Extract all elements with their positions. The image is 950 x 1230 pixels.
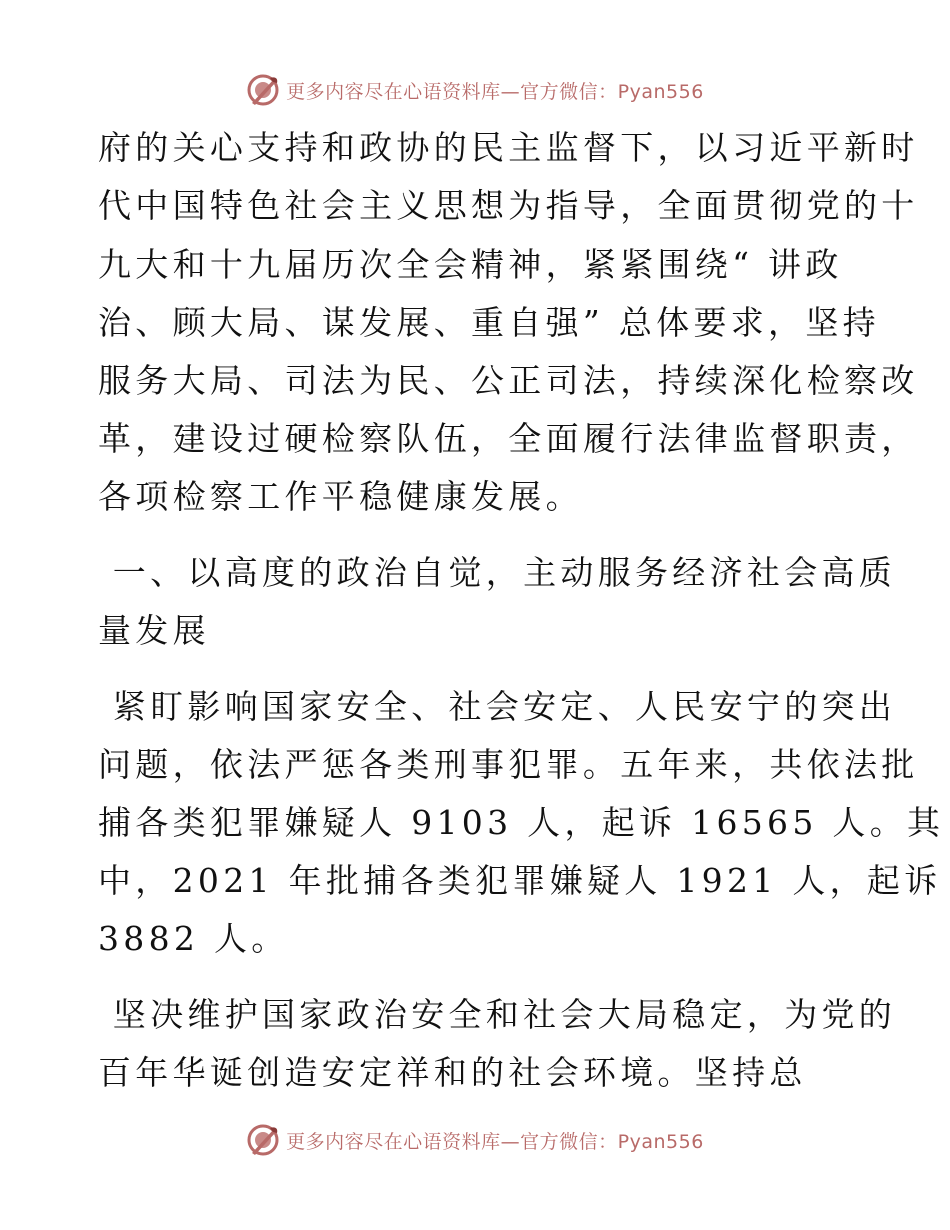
paragraph-line: 坚决维护国家政治安全和社会大局稳定，为党的 — [98, 995, 897, 1034]
paragraph-line: 府的关心支持和政协的民主监督下，以习近平新时 — [98, 128, 919, 167]
paragraph-line: 3882 人。 — [98, 919, 289, 958]
paragraph-line: 百年华诞创造安定祥和的社会环境。坚持总 — [98, 1053, 807, 1092]
section-heading-line: 量发展 — [98, 611, 210, 650]
section-heading-line: 一、以高度的政治自觉，主动服务经济社会高质 — [98, 553, 897, 592]
watermark-text: 更多内容尽在心语资料库—官方微信：Pyan556 — [286, 80, 704, 103]
paragraph-line: 捕各类犯罪嫌疑人 9103 人，起诉 16565 人。其 — [98, 803, 945, 842]
paragraph-line: 九大和十九届历次全会精神，紧紧围绕“ 讲政 — [98, 245, 843, 284]
paragraph-line: 服务大局、司法为民、公正司法，持续深化检察改 — [98, 361, 919, 400]
quill-seal-icon — [246, 1123, 280, 1157]
paragraph-line: 中，2021 年批捕各类犯罪嫌疑人 1921 人，起诉 — [98, 861, 942, 900]
paragraph-line: 代中国特色社会主义思想为指导，全面贯彻党的十 — [98, 186, 919, 225]
paragraph-line: 问题，依法严惩各类刑事犯罪。五年来，共依法批 — [98, 745, 919, 784]
paragraph-line: 革，建设过硬检察队伍，全面履行法律监督职责， — [98, 419, 919, 458]
paragraph-line: 各项检察工作平稳健康发展。 — [98, 477, 583, 516]
watermark-text: 更多内容尽在心语资料库—官方微信：Pyan556 — [286, 1130, 704, 1153]
watermark-footer — [0, 1120, 950, 1160]
paragraph-line: 紧盯影响国家安全、社会安定、人民安宁的突出 — [98, 687, 897, 726]
paragraph-line: 治、顾大局、谋发展、重自强” 总体要求，坚持 — [98, 303, 880, 342]
